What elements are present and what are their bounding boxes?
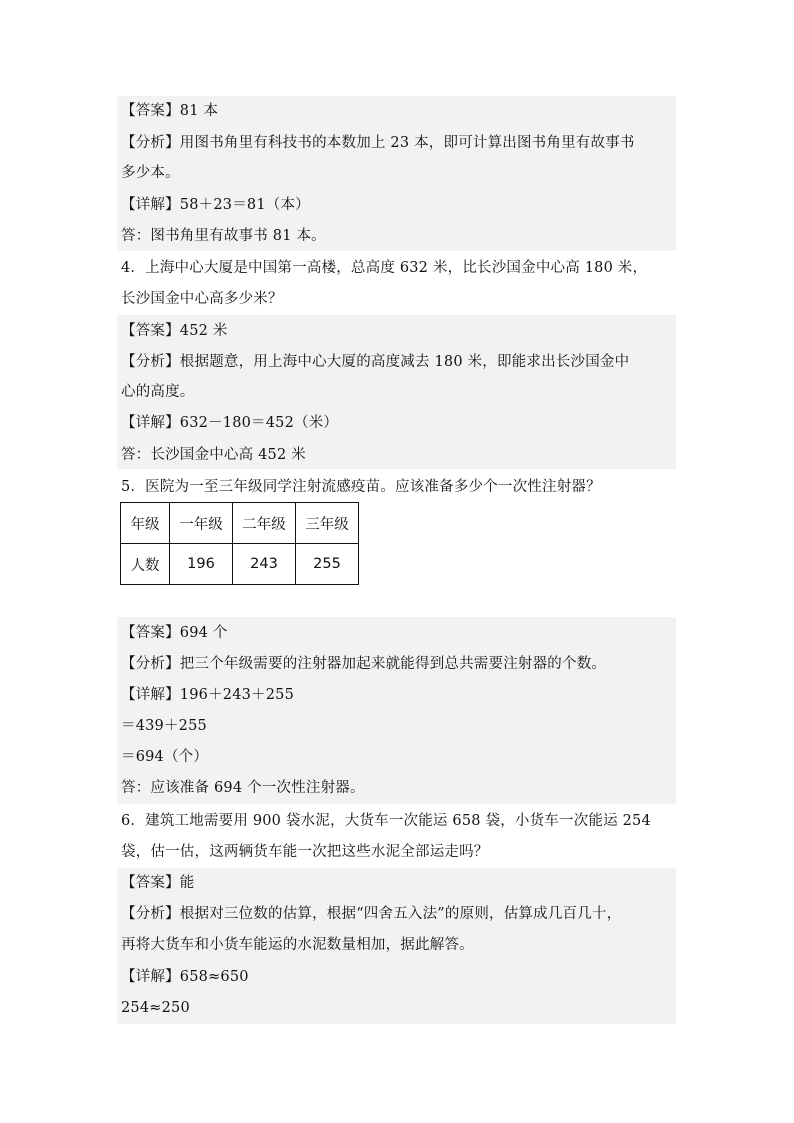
answer-line: 【答案】694 个 <box>121 625 228 641</box>
table-cell: 196 <box>170 544 233 585</box>
table-header-cell: 一年级 <box>170 503 233 544</box>
detail-line: 254≈250 <box>121 1000 190 1016</box>
detail-line: 【详解】632－180＝452（米） <box>121 415 339 431</box>
table-cell: 243 <box>233 544 296 585</box>
detail-line: 【详解】658≈650 <box>121 969 249 985</box>
analysis-line: 【分析】把三个年级需要的注射器加起来就能得到总共需要注射器的个数。 <box>121 656 607 672</box>
detail-line: 【详解】196＋243＋255 <box>121 687 295 703</box>
reply-line: 答：图书角里有故事书 81 本。 <box>121 228 326 244</box>
answer-block-3 <box>117 617 676 804</box>
table-cell: 255 <box>296 544 359 585</box>
question-6-line: 袋，估一估，这两辆货车能一次把这些水泥全部运走吗？ <box>121 844 489 860</box>
analysis-line: 多少本。 <box>121 165 180 181</box>
grades-table <box>120 502 359 585</box>
table-header-row <box>121 503 359 544</box>
question-6-line: 6．建筑工地需要用 900 袋水泥，大货车一次能运 658 袋，小货车一次能运 254 <box>121 813 651 829</box>
question-4-line: 长沙国金中心高多少米？ <box>121 291 283 307</box>
analysis-line: 心的高度。 <box>121 384 195 400</box>
question-4-line: 4．上海中心大厦是中国第一高楼，总高度 632 米，比长沙国金中心高 180 米， <box>121 260 648 276</box>
answer-line: 【答案】能 <box>121 875 195 891</box>
table-row <box>121 544 359 585</box>
reply-line: 答：应该准备 694 个一次性注射器。 <box>121 780 365 796</box>
analysis-line: 【分析】根据题意，用上海中心大厦的高度减去 180 米，即能求出长沙国金中 <box>121 354 630 370</box>
reply-line: 答：长沙国金中心高 452 米 <box>121 447 306 463</box>
answer-line: 【答案】452 米 <box>121 323 228 339</box>
table-header-cell: 年级 <box>121 503 170 544</box>
table-header-cell: 二年级 <box>233 503 296 544</box>
answer-line: 【答案】81 本 <box>121 103 219 119</box>
analysis-line: 再将大货车和小货车能运的水泥数量相加，据此解答。 <box>121 937 474 953</box>
detail-line: ＝439＋255 <box>121 718 207 734</box>
table-row-label: 人数 <box>121 544 170 585</box>
analysis-line: 【分析】用图书角里有科技书的本数加上 23 本，即可计算出图书角里有故事书 <box>121 135 635 151</box>
question-5-line: 5．医院为一至三年级同学注射流感疫苗。应该准备多少个一次性注射器？ <box>121 479 601 495</box>
detail-line: 【详解】58＋23＝81（本） <box>121 197 310 213</box>
analysis-line: 【分析】根据对三位数的估算，根据“四舍五入法”的原则，估算成几百几十， <box>121 906 622 922</box>
detail-line: ＝694（个） <box>121 749 209 765</box>
table-header-cell: 三年级 <box>296 503 359 544</box>
